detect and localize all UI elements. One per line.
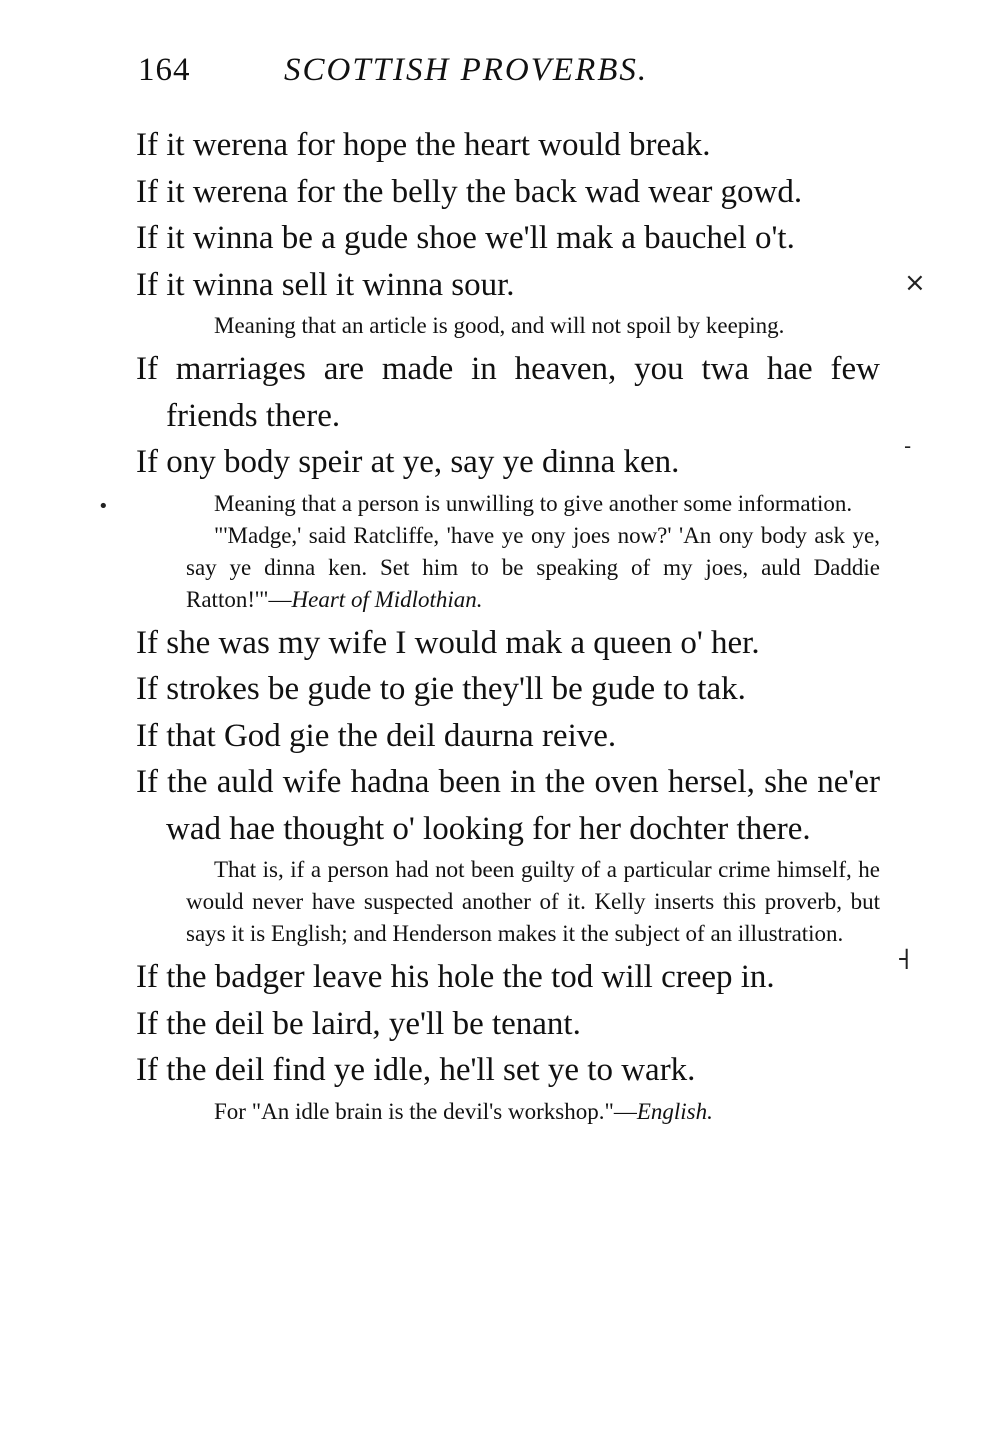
- proverb-entry: If that God gie the deil daurna reive.: [136, 717, 617, 754]
- proverb-entry: If ony body speir at ye, say ye dinna ken.: [136, 444, 680, 480]
- page-header: [138, 52, 898, 100]
- proverb-note-quotation: [134, 520, 880, 616]
- proverb-entry: If strokes be gude to gie they'll be gude to tak.: [136, 671, 746, 707]
- proverb-note: Meaning that an article is good, and will not spoil by keeping.: [214, 313, 785, 338]
- proverb-entry: If she was my wife I would mak a queen o' her.: [136, 624, 760, 661]
- quotation-source: English.: [636, 1098, 713, 1124]
- ink-dot-mark-icon: •: [98, 496, 109, 517]
- note-text: Meaning that a person is unwilling to give another some information.: [214, 490, 853, 516]
- proverb-entry: If marriages are made in heaven, you twa hae few friends there.: [136, 351, 880, 434]
- proverb-entry: If it winna be a gude shoe we'll mak a bauchel o't.: [136, 220, 795, 256]
- quotation-source: Heart of Midlothian.: [291, 586, 483, 612]
- proverb-entry: If it winna sell it winna sour.: [136, 266, 515, 303]
- running-title: SCOTTISH PROVERBS.: [284, 52, 649, 88]
- proverb-entry: If it werena for the belly the back wad wear gowd.: [136, 173, 803, 210]
- proverb-entry: If the deil be laird, ye'll be tenant.: [136, 1005, 581, 1042]
- proverb-list: [136, 122, 880, 1132]
- proverb-entry: If the badger leave his hole the tod will creep in.: [136, 959, 775, 995]
- quotation-text: For "An idle brain is the devil's workshop."—: [214, 1098, 637, 1124]
- pencil-dash-mark-icon: ‐: [904, 434, 912, 458]
- proverb-note: That is, if a person had not been guilty of a particular crime himself, he would never have suspected another of it. Kelly inserts this proverb, but says it is English; and Henderson makes it the subject of an illustration.: [186, 857, 880, 946]
- page-number: 164: [138, 52, 191, 88]
- proverb-note-quotation: [134, 1096, 880, 1128]
- pencil-cross-mark-icon: ⨯: [904, 268, 926, 298]
- proverb-entry: If the auld wife hadna been in the oven hersel, she ne'er wad hae thought o' looking for her dochter there.: [136, 764, 880, 847]
- proverb-note: [134, 488, 880, 520]
- pencil-check-mark-icon: ˧: [896, 942, 911, 977]
- proverb-entry: If it werena for hope the heart would break.: [136, 127, 711, 163]
- quotation-text: "'Madge,' said Ratcliffe, 'have ye ony joes now?' 'An ony body ask ye, say ye dinna ken. Set him to be speaking of my joes, auld Daddie Ratton!'"—: [186, 522, 880, 612]
- proverb-entry: If the deil find ye idle, he'll set ye to wark.: [136, 1052, 696, 1088]
